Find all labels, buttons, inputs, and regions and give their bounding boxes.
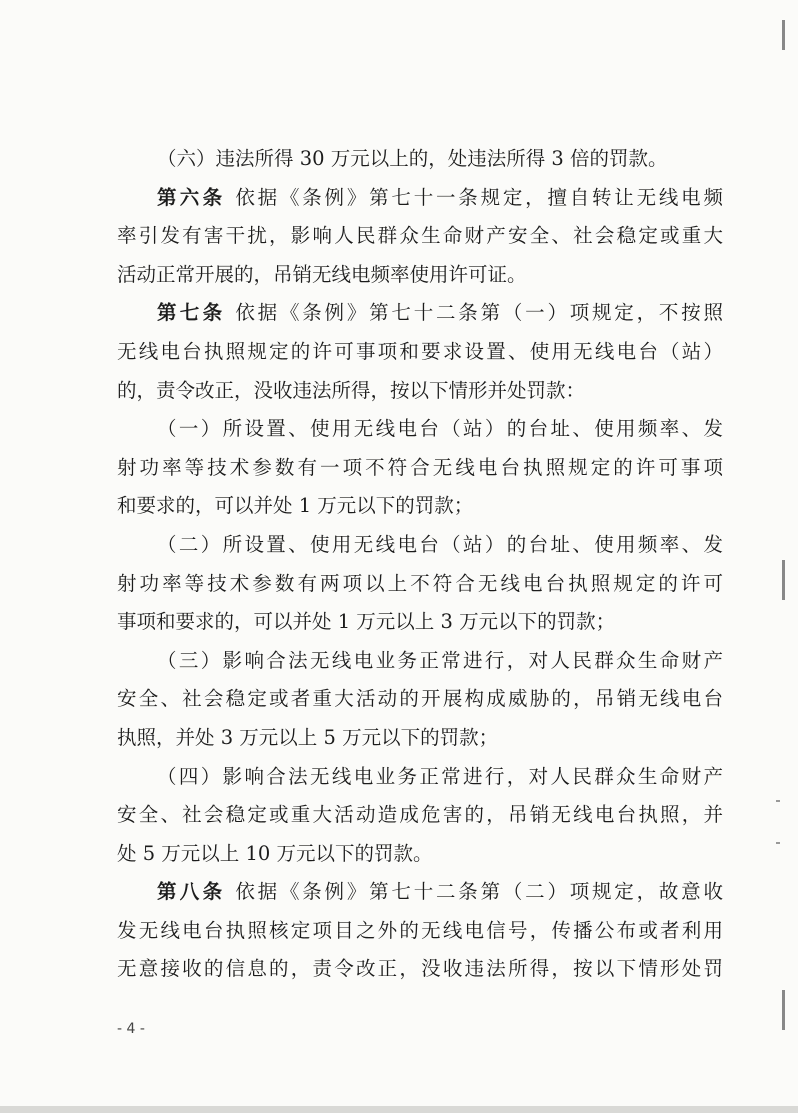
paragraph-item-6-line-1: （六）违法所得 30 万元以上的，处违法所得 3 倍的罚款。 [157,147,668,170]
article-7-heading: 第七条 [157,301,226,325]
item-1-line-1: （一）所设置、使用无线电台（站）的台址、使用频率、发 [157,417,723,441]
article-7-line-1 [117,294,723,333]
item-2-line-1: （二）所设置、使用无线电台（站）的台址、使用频率、发 [157,532,723,556]
page-number: - 4 - [117,1021,145,1037]
item-4-line-3: 处 5 万元以上 10 万元以下的罚款。 [117,841,433,865]
article-8-line-1 [117,873,723,912]
scan-edge-mark [782,20,785,50]
article-6-line-3: 活动正常开展的，吊销无线电频率使用许可证。 [117,262,527,286]
article-8-line-3: 无意接收的信息的，责令改正，没收违法所得，按以下情形处罚 [117,957,723,981]
scan-speck [776,800,780,802]
item-4-line-1: （四）影响合法无线电业务正常进行，对人民群众生命财产 [157,764,723,788]
article-6-heading: 第六条 [157,185,226,209]
item-3-line-2: 安全、社会稳定或者重大活动的开展构成威胁的，吊销无线电台 [117,687,723,711]
scan-speck [776,842,780,844]
article-6-text-1: 依据《条例》第七十一条规定，擅自转让无线电频 [235,185,723,209]
article-7-text-1: 依据《条例》第七十二条第（一）项规定，不按照 [235,301,723,325]
article-6-line-2: 率引发有害干扰，影响人民群众生命财产安全、社会稳定或重大 [117,224,723,248]
article-7-line-2: 无线电台执照规定的许可事项和要求设置、使用无线电台（站） [117,339,723,363]
document-body [117,140,723,989]
article-8-heading: 第八条 [157,880,226,904]
scan-edge-mark [782,990,785,1030]
item-3-line-1: （三）影响合法无线电业务正常进行，对人民群众生命财产 [157,648,723,672]
item-1-line-2: 射功率等技术参数有一项不符合无线电台执照规定的许可事项 [117,455,723,479]
scan-bottom-band [0,1106,798,1113]
item-3-line-3: 执照，并处 3 万元以上 5 万元以下的罚款； [117,725,499,749]
article-7-line-3: 的，责令改正，没收违法所得，按以下情形并处罚款： [117,378,586,402]
item-4-line-2: 安全、社会稳定或重大活动造成危害的，吊销无线电台执照，并 [117,803,723,827]
article-8-text-1: 依据《条例》第七十二条第（二）项规定，故意收 [235,880,723,904]
article-8-line-2: 发无线电台执照核定项目之外的无线电信号，传播公布或者利用 [117,918,723,942]
item-2-line-2: 射功率等技术参数有两项以上不符合无线电台执照规定的许可 [117,571,723,595]
article-6-line-1 [117,179,723,218]
item-2-line-3: 事项和要求的，可以并处 1 万元以上 3 万元以下的罚款； [117,610,616,634]
item-1-line-3: 和要求的，可以并处 1 万元以下的罚款； [117,494,474,518]
scan-edge-mark [782,560,785,600]
